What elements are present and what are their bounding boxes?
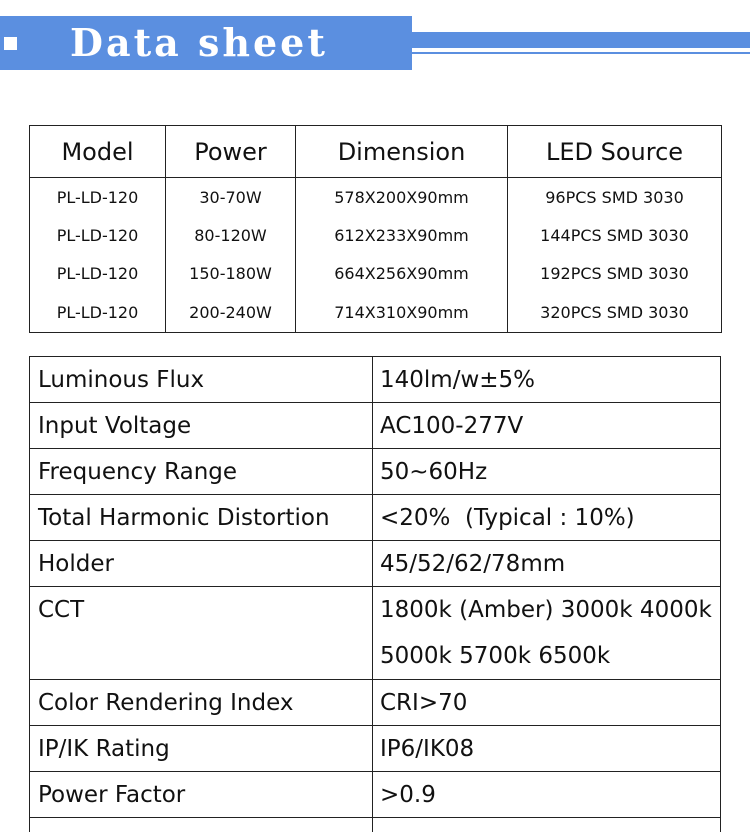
column-header-led-source: LED Source: [508, 126, 722, 178]
cell-power: 150-180W: [166, 254, 296, 292]
spec-label-cell: [30, 818, 373, 832]
cell-model: PL-LD-120: [30, 254, 166, 292]
spec-row: [30, 357, 721, 403]
spec-row: [30, 541, 721, 587]
spec-value-line: 5000k 5700k 6500k: [380, 633, 720, 679]
table-row: [30, 216, 722, 254]
header-stripe-thick: [412, 32, 750, 48]
spec-value: 50~60Hz: [373, 449, 721, 495]
cell-led-source: 192PCS SMD 3030: [508, 254, 722, 292]
cell-led-source: 144PCS SMD 3030: [508, 216, 722, 254]
cell-model: PL-LD-120: [30, 178, 166, 217]
spec-value-cell: [373, 818, 721, 832]
spec-value: 140lm/w±5%: [373, 357, 721, 403]
spec-value: >0.9: [373, 772, 721, 818]
spec-value: 45/52/62/78mm: [373, 541, 721, 587]
cell-dimension: 714X310X90mm: [296, 292, 508, 333]
cell-led-source: 96PCS SMD 3030: [508, 178, 722, 217]
specs-table: [29, 356, 721, 832]
spec-value-cell: [373, 587, 721, 680]
cell-dimension: 578X200X90mm: [296, 178, 508, 217]
table-row: [30, 254, 722, 292]
spec-value: CRI>70: [373, 680, 721, 726]
spec-value: AC100-277V: [373, 403, 721, 449]
spec-row: [30, 449, 721, 495]
cell-led-source: 320PCS SMD 3030: [508, 292, 722, 333]
column-header-model: Model: [30, 126, 166, 178]
header-stripe-thin: [412, 52, 750, 54]
column-header-dimension: Dimension: [296, 126, 508, 178]
cell-power: 200-240W: [166, 292, 296, 333]
spec-label: Luminous Flux: [30, 357, 373, 403]
table-row: [30, 292, 722, 333]
header-square-marker: [4, 37, 17, 50]
spec-label: IP/IK Rating: [30, 726, 373, 772]
spec-row-cut-off: [30, 818, 721, 832]
page-title: Data sheet: [70, 18, 328, 68]
spec-label: Input Voltage: [30, 403, 373, 449]
spec-label: Frequency Range: [30, 449, 373, 495]
spec-row: [30, 726, 721, 772]
table-row: [30, 178, 722, 217]
spec-label: Color Rendering Index: [30, 680, 373, 726]
cell-dimension: 612X233X90mm: [296, 216, 508, 254]
spec-row: [30, 495, 721, 541]
spec-value: IP6/IK08: [373, 726, 721, 772]
spec-row: [30, 403, 721, 449]
cell-model: PL-LD-120: [30, 292, 166, 333]
header-banner: [0, 16, 750, 70]
models-table-header: [30, 126, 722, 178]
spec-row: [30, 772, 721, 818]
cell-dimension: 664X256X90mm: [296, 254, 508, 292]
spec-label-cell: [30, 587, 373, 680]
spec-label: Total Harmonic Distortion: [30, 495, 373, 541]
spec-row: [30, 587, 721, 680]
models-table: [29, 125, 722, 333]
cell-model: PL-LD-120: [30, 216, 166, 254]
cell-power: 80-120W: [166, 216, 296, 254]
spec-label: Holder: [30, 541, 373, 587]
spec-label: Power Factor: [30, 772, 373, 818]
spec-value-line: 1800k (Amber) 3000k 4000k: [380, 587, 720, 633]
spec-value: <20% (Typical : 10%): [373, 495, 721, 541]
cell-power: 30-70W: [166, 178, 296, 217]
spec-label: CCT: [38, 587, 372, 633]
column-header-power: Power: [166, 126, 296, 178]
spec-row: [30, 680, 721, 726]
